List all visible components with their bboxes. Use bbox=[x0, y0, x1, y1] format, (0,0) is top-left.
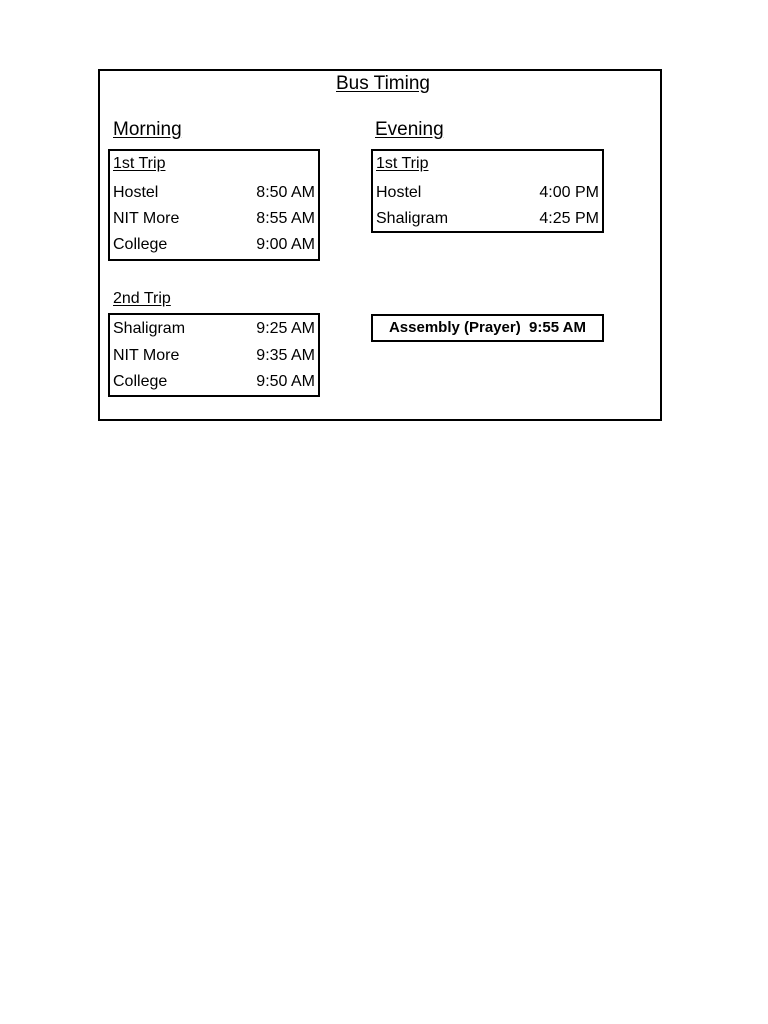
stop-name: NIT More bbox=[113, 210, 180, 227]
stop-time: 8:50 AM bbox=[256, 184, 315, 201]
table-row bbox=[113, 316, 315, 342]
table-row bbox=[113, 180, 315, 206]
stop-name: Shaligram bbox=[376, 210, 449, 227]
stop-time: 9:00 AM bbox=[256, 236, 315, 253]
stop-name: College bbox=[113, 373, 168, 390]
morning-trip2-label: 2nd Trip bbox=[113, 290, 171, 307]
table-row bbox=[113, 343, 315, 369]
evening-trip1-box bbox=[371, 149, 604, 233]
stop-time: 9:25 AM bbox=[256, 320, 315, 337]
stop-time: 9:50 AM bbox=[256, 373, 315, 390]
table-row bbox=[376, 180, 599, 206]
table-row bbox=[113, 206, 315, 232]
morning-trip1-label: 1st Trip bbox=[113, 155, 166, 172]
page-title: Bus Timing bbox=[336, 73, 430, 94]
evening-trip1-label: 1st Trip bbox=[376, 155, 429, 172]
table-row bbox=[376, 206, 599, 232]
table-row bbox=[113, 232, 315, 258]
stop-name: College bbox=[113, 236, 168, 253]
stop-time: 4:00 PM bbox=[539, 184, 599, 201]
assembly-time: 9:55 AM bbox=[529, 319, 587, 336]
stop-time: 8:55 AM bbox=[256, 210, 315, 227]
assembly-label: Assembly (Prayer) bbox=[388, 319, 521, 336]
stop-time: 9:35 AM bbox=[256, 347, 315, 364]
stop-name: Shaligram bbox=[113, 320, 186, 337]
evening-heading: Evening bbox=[375, 119, 444, 140]
stop-time: 4:25 PM bbox=[539, 210, 599, 227]
stop-name: Hostel bbox=[113, 184, 159, 201]
table-row bbox=[113, 369, 315, 395]
morning-trip1-box bbox=[108, 149, 320, 261]
morning-trip2-box bbox=[108, 313, 320, 397]
morning-heading: Morning bbox=[113, 119, 182, 140]
stop-name: Hostel bbox=[376, 184, 422, 201]
stop-name: NIT More bbox=[113, 347, 180, 364]
assembly-box bbox=[371, 314, 604, 342]
